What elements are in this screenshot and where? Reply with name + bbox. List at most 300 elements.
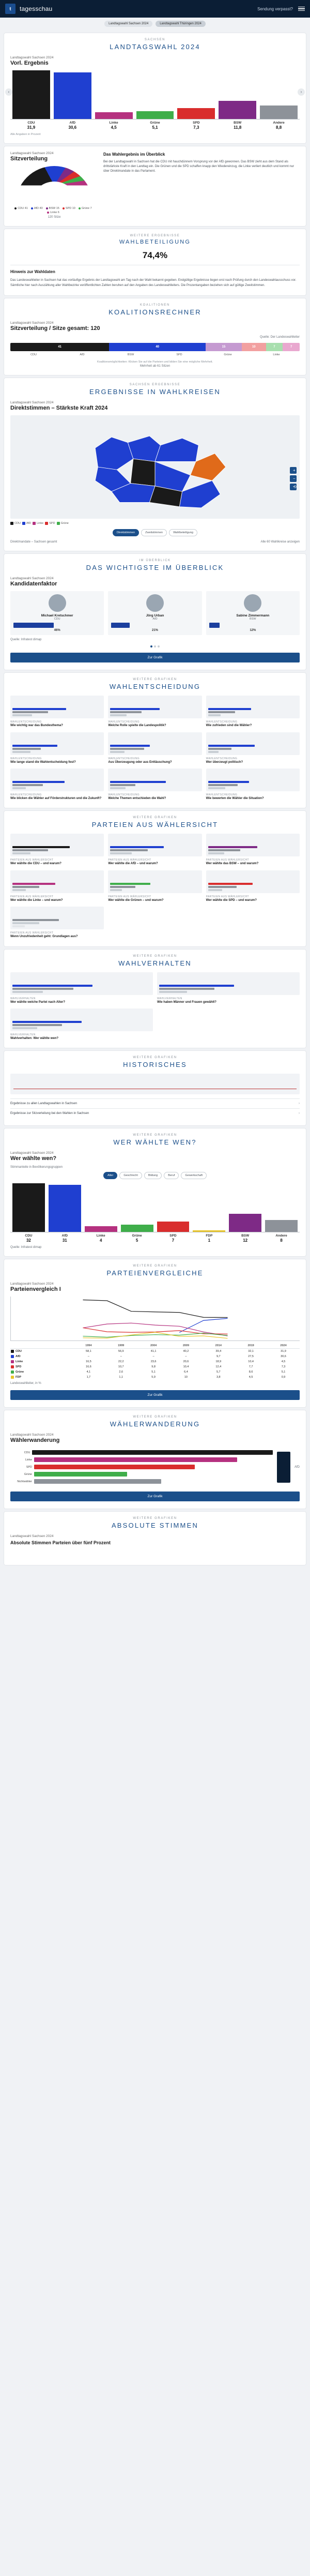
thumb-bar — [110, 751, 125, 753]
graphic-tile[interactable] — [10, 1008, 153, 1041]
result-block-title: Vorl. Ergebnis — [10, 60, 49, 66]
map-legend-grüne — [57, 522, 69, 525]
pv-col-party — [10, 1343, 72, 1349]
party-value: 8 — [280, 1238, 283, 1243]
legend-swatch — [45, 522, 48, 525]
party-name: CDU — [25, 1234, 33, 1238]
bar-fill — [121, 1225, 153, 1232]
pv-cell-2004: 23,6 — [150, 1360, 157, 1364]
result-label-grüne — [136, 121, 174, 130]
tile-kicker: PARTEIEN AUS WÄHLERSICHT — [10, 895, 54, 898]
pv-party-name: Linke — [16, 1360, 23, 1364]
chevron-right-icon: › — [299, 1112, 300, 1116]
pv-cell-2004: 5,1 — [151, 1370, 156, 1374]
tile-thumbnail — [10, 732, 104, 755]
tile-thumbnail — [108, 696, 202, 718]
legend-swatch — [11, 1350, 14, 1353]
pv-cell-2014: 5,7 — [216, 1370, 221, 1374]
wer-waehlte-subhead: Landtagswahl Sachsen 2024 — [10, 1151, 54, 1155]
thumb-bar — [208, 751, 219, 753]
party-value: 5,1 — [152, 125, 158, 130]
pv-cell-2014: 12,4 — [215, 1365, 222, 1369]
thumb-bar — [12, 708, 66, 710]
turnout-kicker: WEITERE ERGEBNISSE — [130, 234, 180, 237]
pv-cell-2009: 20,6 — [183, 1360, 189, 1364]
tagesschau-logo[interactable] — [5, 4, 16, 14]
tile-kicker: PARTEIEN AUS WÄHLERSICHT — [10, 858, 54, 862]
pv-party-cell — [10, 1375, 72, 1380]
thumb-bar — [12, 849, 48, 851]
tile-title: Wer wählte welche Partei nach Alter? — [10, 1000, 66, 1004]
legend-swatch — [46, 207, 48, 209]
graphic-tile[interactable] — [157, 972, 300, 1004]
pv-cell-1994: 58,1 — [86, 1350, 91, 1353]
pv-cell-2019: 10,4 — [248, 1360, 254, 1364]
coalition-legend-bsw: BSW — [127, 353, 134, 357]
party-name: SPD — [169, 1234, 177, 1238]
pv-cell-2014: 9,7 — [216, 1355, 221, 1359]
prev-arrow-icon[interactable]: ‹ — [5, 88, 12, 96]
candidate-list — [10, 591, 300, 635]
map-zoom-in-button[interactable]: + — [290, 467, 297, 474]
party-name: AfD — [69, 121, 76, 125]
thumb-bar — [110, 787, 125, 789]
seat-legend-grüne — [79, 207, 92, 210]
thumb-bar — [159, 988, 214, 990]
bar-fill — [229, 1214, 261, 1232]
pv-cell-1994: 16,6 — [86, 1365, 91, 1369]
pv-cell-2019: 27,5 — [248, 1355, 254, 1359]
thumb-bar — [208, 748, 231, 750]
tile-title: Wenn Unzufriedenheit geht: Grundlagen aus? — [10, 935, 78, 939]
coalition-legend-linke: Linke — [273, 353, 280, 357]
wahlverhalten-title: WAHLVERHALTEN — [118, 959, 192, 967]
pv-cell-2024: 31,9 — [281, 1350, 286, 1353]
vergleiche-title: PARTEIENVERGLEICHE — [106, 1269, 204, 1277]
pv-party-name: Grüne — [16, 1370, 24, 1374]
ww-bar-fdp — [193, 1183, 225, 1232]
coalition-segment-linke[interactable]: 7 — [283, 343, 300, 351]
pv-cell-2024: 5,1 — [281, 1370, 286, 1374]
bar-fill — [49, 1185, 81, 1232]
thumb-bar — [12, 711, 48, 713]
graphic-tile[interactable] — [108, 870, 202, 902]
thumb-bar — [208, 883, 253, 885]
wer-waehlte-block-sub: Stimmanteile in Bevölkerungsgruppen — [10, 1166, 63, 1169]
legend-swatch — [11, 1370, 14, 1374]
thumb-bar — [12, 1021, 82, 1023]
thumb-bar — [110, 745, 149, 747]
app-header — [0, 0, 310, 18]
ww-label-cdu — [12, 1234, 45, 1243]
pv-cell-2019: 8,6 — [249, 1370, 253, 1374]
vergleiche-source: Landeswahlleiter, in % — [10, 1382, 41, 1385]
pv-cell-2019: 32,1 — [248, 1350, 254, 1353]
bar-fill — [193, 1230, 225, 1232]
result-bar-spd — [177, 70, 215, 119]
result-title: LANDTAGSWAHL 2024 — [110, 43, 200, 51]
seat-legend-cdu — [14, 207, 28, 210]
candidate-party: AfD — [152, 617, 158, 621]
historisches-card — [4, 1051, 306, 1125]
map-zoom-out-button[interactable]: − — [290, 475, 297, 482]
graphic-tile[interactable] — [206, 769, 300, 801]
vergleiche-cta-button[interactable]: Zur Grafik — [10, 1390, 300, 1400]
party-value: 8,8 — [276, 125, 282, 130]
ww-label-andere — [265, 1234, 298, 1243]
wahlentscheidung-tiles — [10, 696, 300, 801]
thumb-bar — [12, 781, 65, 783]
wer-waehlte-source: Quelle: Infratest dimap — [10, 1246, 42, 1249]
graphic-tile[interactable] — [206, 732, 300, 764]
bar-fill — [177, 108, 215, 119]
seat-legend-linke — [47, 211, 59, 214]
party-value: 31 — [62, 1238, 67, 1243]
graphic-tile[interactable] — [10, 870, 104, 902]
pv-cell-2004: 9,8 — [151, 1365, 156, 1369]
thumb-bar — [208, 846, 257, 848]
party-name: Grüne — [150, 121, 160, 125]
tile-thumbnail — [206, 870, 300, 893]
districts-footer-right[interactable]: Alle 60 Wahlkreise anzeigen — [260, 540, 300, 544]
districts-block-title: Direktstimmen – Stärkste Kraft 2024 — [10, 405, 108, 412]
thumb-bar — [110, 846, 164, 848]
wanderung-block-title: Wählerwanderung — [10, 1437, 60, 1444]
wanderung-label: SPD — [26, 1465, 32, 1469]
overview-cta-button[interactable]: Zur Grafik — [10, 653, 300, 662]
avatar — [146, 594, 164, 612]
wanderung-cta-button[interactable]: Zur Grafik — [10, 1492, 300, 1501]
absolute-title: ABSOLUTE STIMMEN — [111, 1522, 199, 1530]
districts-kicker: SACHSEN ERGEBNISSE — [129, 383, 181, 387]
wahlverhalten-card — [4, 950, 306, 1048]
wanderung-bar — [34, 1465, 195, 1469]
wahlentscheidung-title: WAHLENTSCHEIDUNG — [109, 683, 201, 691]
result-label-cdu — [12, 121, 50, 130]
table-row — [10, 1375, 300, 1380]
bar-fill — [95, 112, 133, 119]
pv-cell-1994: 1,7 — [86, 1376, 91, 1379]
pv-cell-2014: 18,9 — [215, 1360, 222, 1364]
wanderung-label: CDU — [24, 1451, 30, 1454]
tile-kicker: WAHLENTSCHEIDUNG — [10, 720, 42, 724]
result-bar-grüne — [136, 70, 174, 119]
tile-thumbnail — [108, 834, 202, 856]
map-zoom-controls[interactable] — [290, 467, 297, 490]
wanderung-bar — [34, 1472, 127, 1477]
party-value: 7,3 — [193, 125, 199, 130]
seats-total: 120 Sitze — [48, 216, 61, 219]
tile-kicker: WAHLENTSCHEIDUNG — [206, 793, 238, 796]
chevron-right-icon: › — [299, 1102, 300, 1106]
districts-subhead: Landtagswahl Sachsen 2024 — [10, 401, 54, 405]
next-arrow-icon[interactable]: › — [298, 88, 305, 96]
coalition-note: Koalitionsmöglichkeiten: Klicken Sie auf die Parteien und bilden Sie eine mögliche Mehrheit. — [97, 360, 213, 364]
tile-thumbnail — [10, 907, 104, 929]
legend-text: AfD 40 — [34, 207, 43, 210]
district-map[interactable] — [10, 415, 300, 519]
tile-title: Aus Überzeugung oder aus Enttäuschung? — [108, 760, 172, 764]
legend-swatch — [79, 207, 81, 209]
wanderung-subhead: Landtagswahl Sachsen 2024 — [10, 1433, 54, 1437]
party-value: 7 — [172, 1238, 175, 1243]
map-legend-afd — [22, 522, 31, 525]
thumb-bar — [208, 889, 223, 891]
table-row — [10, 1364, 300, 1369]
thumb-bar — [208, 852, 224, 854]
candidate-party: BSW — [250, 617, 256, 621]
wahlverhalten-tiles — [10, 972, 300, 1041]
party-name: Andere — [275, 1234, 287, 1238]
menu-icon[interactable] — [298, 7, 305, 11]
absolute-kicker: WEITERE GRAFIKEN — [133, 1517, 177, 1520]
thumb-bar — [12, 745, 57, 747]
candidate-bar — [111, 623, 130, 628]
result-bar-afd — [54, 70, 91, 119]
turnout-value: 74,4% — [142, 250, 168, 260]
thumb-bar — [159, 985, 234, 987]
coalition-seat-bar[interactable] — [10, 343, 300, 351]
tile-title: Wie zufrieden sind die Wähler? — [206, 724, 252, 728]
turnout-title: WAHLBETEILIGUNG — [119, 239, 191, 245]
wanderung-title: WÄHLERWANDERUNG — [110, 1420, 200, 1428]
map-tab-zweitstimmen[interactable]: Zweitstimmen — [141, 529, 167, 536]
thumb-bar — [12, 922, 39, 924]
ww-label-afd — [49, 1234, 81, 1243]
thumb-bar — [12, 1027, 37, 1029]
wer-waehlte-kicker: WEITERE GRAFIKEN — [133, 1134, 177, 1137]
pv-cell-2024: 0,9 — [281, 1376, 286, 1379]
parteien-tiles — [10, 834, 300, 939]
wanderung-bar — [34, 1457, 237, 1462]
map-reset-button[interactable]: ⟲ — [290, 484, 297, 490]
districts-card — [4, 378, 306, 551]
wahlentscheidung-kicker: WEITERE GRAFIKEN — [133, 678, 177, 682]
ww-label-linke — [85, 1234, 117, 1243]
brand-title: tagesschau — [20, 5, 53, 12]
party-value: 1 — [208, 1238, 211, 1243]
breadcrumb-chip-sachsen[interactable]: Landtagswahl Sachsen 2024 — [104, 21, 152, 27]
ww-tab-gewerkschaft[interactable]: Gewerkschaft — [181, 1172, 207, 1179]
tile-thumbnail — [10, 696, 104, 718]
graphic-tile[interactable] — [10, 696, 104, 728]
tile-thumbnail — [108, 732, 202, 755]
coalition-segment-grüne[interactable]: 7 — [266, 343, 283, 351]
result-footnote: Alle Angaben in Prozent — [10, 133, 41, 136]
result-label-bsw — [219, 121, 256, 130]
coalition-legend-grüne: Grüne — [224, 353, 232, 357]
pv-cell-2014: 39,4 — [215, 1350, 222, 1353]
wer-waehlte-title: WER WÄHLTE WEN? — [113, 1138, 197, 1147]
graphic-tile[interactable] — [10, 907, 104, 939]
coalition-segment-bsw[interactable]: 15 — [206, 343, 242, 351]
history-row[interactable] — [10, 1108, 300, 1118]
map-tabs[interactable] — [10, 529, 300, 536]
thumb-bar — [12, 889, 26, 891]
pv-cell-2024: 30,6 — [281, 1355, 286, 1359]
pv-cell-1999: 56,9 — [118, 1350, 124, 1353]
breadcrumb-chip-thueringen[interactable]: Landtagswahl Thüringen 2024 — [156, 21, 206, 27]
tile-thumbnail — [206, 732, 300, 755]
pv-party-cell — [10, 1359, 72, 1364]
tile-title: Wie haben Männer und Frauen gewählt? — [157, 1000, 216, 1004]
graphic-tile[interactable] — [108, 834, 202, 866]
overview-title: DAS WICHTIGSTE IM ÜBERBLICK — [86, 564, 224, 572]
party-name: BSW — [241, 1234, 250, 1238]
legend-text: Linke — [37, 522, 44, 525]
map-tab-wahlbeteiligung[interactable]: Wahlbeteiligung — [169, 529, 197, 536]
seats-subhead: Landtagswahl Sachsen 2024 — [10, 152, 54, 155]
ww-tab-geschlecht[interactable]: Geschlecht — [119, 1172, 142, 1179]
graphic-tile[interactable] — [108, 732, 202, 764]
scroll-cue — [10, 1545, 300, 1558]
tile-title: Wer wählte die SPD – und warum? — [206, 898, 257, 902]
logo-letter: t — [9, 6, 11, 11]
party-name: AfD — [61, 1234, 68, 1238]
coalition-segment-afd[interactable]: 40 — [109, 343, 206, 351]
sachsen-map-svg[interactable] — [10, 415, 300, 519]
tile-title: Wie wichtig war das Bundesthema? — [10, 724, 63, 728]
thumb-bar — [110, 708, 159, 710]
pv-cell-2009: – — [185, 1355, 187, 1359]
legend-text: Grüne 7 — [81, 207, 92, 210]
pv-party-name: FDP — [16, 1376, 21, 1379]
thumb-bar — [12, 852, 30, 854]
thumb-bar — [12, 919, 59, 921]
party-name: Andere — [273, 121, 285, 125]
candidate-name: Sabine Zimmermann — [236, 614, 270, 618]
tile-title: Wer wählte das BSW – und warum? — [206, 862, 259, 866]
graphic-tile[interactable] — [10, 769, 104, 801]
wanderung-card — [4, 1410, 306, 1509]
tile-thumbnail — [108, 769, 202, 791]
pv-cell-2024: 4,5 — [281, 1360, 286, 1364]
thumb-bar — [12, 886, 39, 888]
table-row — [10, 1354, 300, 1359]
wer-waehlte-tabs[interactable] — [10, 1172, 300, 1179]
result-card — [4, 33, 306, 143]
history-row[interactable] — [10, 1098, 300, 1108]
result-label-andere — [260, 121, 298, 130]
party-value: 31,9 — [27, 125, 36, 130]
coalition-block-title: Sitzverteilung / Sitze gesamt: 120 — [10, 325, 100, 332]
result-bar-chart — [10, 70, 300, 119]
seat-dots — [10, 207, 98, 214]
wanderung-bar — [34, 1479, 161, 1484]
pv-cell-2009: 10 — [184, 1376, 188, 1379]
ww-bar-cdu — [12, 1183, 45, 1232]
pv-cell-1999: 2,6 — [119, 1370, 123, 1374]
wanderung-row — [10, 1479, 273, 1484]
result-label-afd — [54, 121, 91, 130]
thumb-bar — [208, 781, 250, 783]
map-tab-direktstimmen[interactable]: Direktstimmen — [113, 529, 139, 536]
seat-legend-afd — [31, 207, 43, 210]
legend-swatch — [22, 522, 25, 525]
ww-bar-linke — [85, 1183, 117, 1232]
tile-title: Welche Themen entschieden die Wahl? — [108, 796, 166, 800]
carousel-dots[interactable] — [10, 645, 300, 647]
graphic-tile[interactable] — [206, 834, 300, 866]
ww-bar-andere — [265, 1183, 298, 1232]
candidate-card — [108, 591, 202, 635]
ww-tab-alter[interactable]: Alter — [103, 1172, 117, 1179]
seats-info-title: Das Wahlergebnis im Überblick — [103, 152, 165, 157]
wanderung-row — [10, 1450, 273, 1455]
tile-kicker: WAHLVERHALTEN — [10, 1033, 36, 1036]
ww-bar-grüne — [121, 1183, 153, 1232]
legend-text: CDU 41 — [18, 207, 28, 210]
pv-cell-2019: 4,5 — [249, 1376, 253, 1379]
seats-info-text: Bei der Landtagswahl in Sachsen hat die CDU mit hauchdünnem Vorsprung vor der AfD gewonnen. Das BSW zieht aus dem Stand als drittstärkste Kraft in den Landtag ein. Die Grünen und die SPD schaffen knapp den Wiedereinzug, die Linke verliert deutlich und kommt nur über Direktmandate in das Parlament. — [103, 160, 295, 173]
graphic-tile[interactable] — [108, 769, 202, 801]
tile-title: Wahlverhalten: Wer wählte wen? — [10, 1036, 59, 1040]
legend-swatch — [11, 1376, 14, 1379]
sendung-verpasst-link[interactable]: Sendung verpasst? — [257, 6, 293, 11]
graphic-tile[interactable] — [108, 696, 202, 728]
breadcrumb — [0, 18, 310, 30]
thumb-bar — [110, 889, 122, 891]
historisches-thumb — [10, 1074, 300, 1094]
seats-info — [103, 152, 300, 174]
thumb-bar — [208, 787, 225, 789]
pv-col-1994: 1994 — [72, 1343, 105, 1349]
tile-kicker: PARTEIEN AUS WÄHLERSICHT — [10, 931, 54, 935]
graphic-tile[interactable] — [10, 732, 104, 764]
pv-cell-2004: 5,9 — [151, 1376, 156, 1379]
overview-source: Quelle: Infratest dimap — [10, 638, 42, 642]
pv-cell-1999: 10,7 — [118, 1365, 124, 1369]
table-row — [10, 1359, 300, 1364]
wanderung-row — [10, 1465, 273, 1469]
wanderung-bar — [32, 1450, 273, 1455]
graphic-tile[interactable] — [206, 870, 300, 902]
thumb-bar — [110, 886, 135, 888]
thumb-bar — [12, 714, 32, 716]
legend-text: AfD — [26, 522, 32, 525]
ww-tab-bildung[interactable]: Bildung — [144, 1172, 162, 1179]
thumb-bar — [110, 748, 144, 750]
ww-label-bsw — [229, 1234, 261, 1243]
graphic-tile[interactable] — [206, 696, 300, 728]
parteien-kicker: WEITERE GRAFIKEN — [133, 816, 177, 820]
result-label-linke — [95, 121, 133, 130]
legend-swatch — [33, 522, 36, 525]
wanderung-label: Grüne — [24, 1472, 32, 1476]
bar-fill — [12, 70, 50, 119]
vergleiche-svg — [11, 1297, 300, 1341]
overview-kicker: IM ÜBERBLICK — [139, 559, 171, 563]
result-label-spd — [177, 121, 215, 130]
bar-fill — [54, 72, 91, 119]
vergleiche-card — [4, 1259, 306, 1407]
graphic-tile[interactable] — [10, 972, 153, 1004]
pv-party-cell — [10, 1369, 72, 1375]
coalition-segment-spd[interactable]: 10 — [242, 343, 266, 351]
thumb-bar — [208, 708, 251, 710]
legend-swatch — [11, 1360, 14, 1363]
legend-text: Grüne — [60, 522, 69, 525]
table-row — [10, 1369, 300, 1375]
tile-thumbnail — [206, 696, 300, 718]
bar-fill — [219, 101, 256, 119]
thumb-bar — [208, 784, 238, 786]
candidate-value: 46% — [54, 629, 60, 632]
coalition-segment-cdu[interactable]: 41 — [10, 343, 109, 351]
graphic-tile[interactable] — [10, 834, 104, 866]
coalition-card — [4, 298, 306, 375]
ww-tab-beruf[interactable]: Beruf — [164, 1172, 179, 1179]
